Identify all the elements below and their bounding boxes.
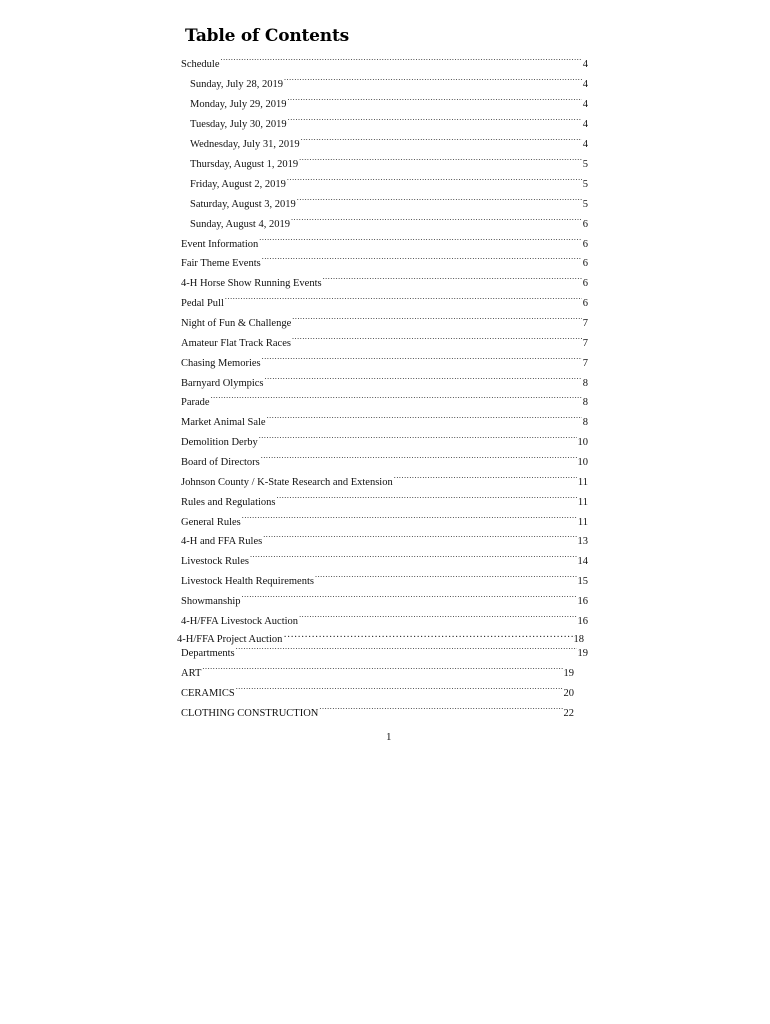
toc-entry-page: 16 xyxy=(577,596,588,607)
toc-entry-label: Night of Fun & Challenge xyxy=(181,318,292,329)
toc-leader-dots xyxy=(283,627,572,642)
toc-entry-extension[interactable] xyxy=(181,470,588,488)
toc-entry-label: 4-H Horse Show Running Events xyxy=(181,278,322,289)
toc-entry-label: Livestock Rules xyxy=(181,556,249,567)
toc-entry-tuesday-july-30[interactable] xyxy=(190,112,588,130)
toc-leader-dots xyxy=(236,641,577,656)
toc-entry-label: 4-H and FFA Rules xyxy=(181,536,263,547)
toc-entry-page: 5 xyxy=(582,199,588,210)
toc-entry-4h-ffa-rules[interactable] xyxy=(181,529,588,547)
toc-leader-dots xyxy=(299,609,576,624)
toc-leader-dots xyxy=(263,529,576,544)
toc-entry-departments[interactable] xyxy=(181,641,588,659)
toc-entry-night-of-fun[interactable] xyxy=(181,311,588,329)
toc-entry-page: 4 xyxy=(582,119,588,130)
toc-entry-page: 14 xyxy=(577,556,588,567)
toc-leader-dots xyxy=(287,92,581,107)
toc-leader-dots xyxy=(319,701,562,716)
toc-entry-label: Wednesday, July 31, 2019 xyxy=(190,139,300,150)
toc-entry-label: Saturday, August 3, 2019 xyxy=(190,199,296,210)
toc-entry-page: 8 xyxy=(582,378,588,389)
toc-entry-label: CERAMICS xyxy=(181,688,235,699)
toc-entry-label: Schedule xyxy=(181,59,220,70)
toc-entry-page: 8 xyxy=(582,417,588,428)
toc-leader-dots xyxy=(323,271,582,286)
toc-leader-dots xyxy=(262,251,582,266)
toc-entry-page: 8 xyxy=(582,397,588,408)
toc-entry-event-information[interactable] xyxy=(181,232,588,250)
toc-leader-dots xyxy=(394,470,577,485)
toc-leader-dots xyxy=(259,430,577,445)
toc-entry-page: 11 xyxy=(577,477,588,488)
toc-entry-page: 6 xyxy=(582,239,588,250)
toc-leader-dots xyxy=(299,152,582,167)
toc-entry-page: 4 xyxy=(582,79,588,90)
toc-leader-dots xyxy=(292,311,582,326)
toc-entry-label: Market Animal Sale xyxy=(181,417,266,428)
toc-entry-page: 5 xyxy=(582,159,588,170)
toc-leader-dots xyxy=(277,490,577,505)
toc-leader-dots xyxy=(284,72,582,87)
toc-entry-label: Parade xyxy=(181,397,210,408)
toc-entry-livestock-health[interactable] xyxy=(181,569,588,587)
toc-entry-page: 19 xyxy=(577,648,588,659)
toc-entry-label: Showmanship xyxy=(181,596,241,607)
toc-leader-dots xyxy=(202,661,562,676)
toc-entry-monday-july-29[interactable] xyxy=(190,92,588,110)
toc-entry-project-auction[interactable] xyxy=(177,627,584,645)
toc-leader-dots xyxy=(301,132,582,147)
toc-leader-dots xyxy=(236,681,563,696)
toc-entry-label: Pedal Pull xyxy=(181,298,224,309)
toc-entry-label: Thursday, August 1, 2019 xyxy=(190,159,299,170)
toc-entry-label: Demolition Derby xyxy=(181,437,258,448)
toc-entry-page: 6 xyxy=(582,219,588,230)
toc-entry-page: 11 xyxy=(577,517,588,528)
toc-entry-fair-theme-events[interactable] xyxy=(181,251,588,269)
toc-entry-label: CLOTHING CONSTRUCTION xyxy=(181,708,319,719)
toc-entry-label: Sunday, August 4, 2019 xyxy=(190,219,290,230)
toc-leader-dots xyxy=(259,232,581,247)
toc-entry-page: 18 xyxy=(573,634,584,645)
toc-entry-page: 7 xyxy=(582,318,588,329)
toc-leader-dots xyxy=(297,192,582,207)
toc-entry-label: Departments xyxy=(181,648,235,659)
toc-entry-label: Barnyard Olympics xyxy=(181,378,264,389)
toc-leader-dots xyxy=(292,331,582,346)
toc-entry-label: 4-H/FFA Livestock Auction xyxy=(181,616,299,627)
page-number: 1 xyxy=(386,731,392,743)
toc-entry-page: 4 xyxy=(582,59,588,70)
toc-entry-showmanship[interactable] xyxy=(181,589,588,607)
toc-title: Table of Contents xyxy=(185,26,349,46)
toc-entry-page: 6 xyxy=(582,298,588,309)
toc-entry-page: 11 xyxy=(577,497,588,508)
toc-entry-label: Board of Directors xyxy=(181,457,260,468)
toc-entry-wednesday-july-31[interactable] xyxy=(190,132,588,150)
toc-leader-dots xyxy=(242,510,577,525)
toc-entry-page: 20 xyxy=(563,688,574,699)
toc-entry-label: Johnson County / K-State Research and Extension xyxy=(181,477,393,488)
toc-entry-flat-track-races[interactable] xyxy=(181,331,588,349)
toc-leader-dots xyxy=(265,371,582,386)
toc-entry-market-animal-sale[interactable] xyxy=(181,410,588,428)
toc-leader-dots xyxy=(287,172,582,187)
toc-entry-sunday-august-4[interactable] xyxy=(190,212,588,230)
toc-entry-label: Event Information xyxy=(181,239,259,250)
toc-entry-board-of-directors[interactable] xyxy=(181,450,588,468)
toc-entry-page: 6 xyxy=(582,278,588,289)
toc-entry-label: Amateur Flat Track Races xyxy=(181,338,291,349)
toc-entry-page: 15 xyxy=(577,576,588,587)
toc-entry-friday-august-2[interactable] xyxy=(190,172,588,190)
toc-leader-dots xyxy=(211,390,582,405)
toc-entry-page: 7 xyxy=(582,358,588,369)
toc-entry-saturday-august-3[interactable] xyxy=(190,192,588,210)
toc-entry-chasing-memories[interactable] xyxy=(181,351,588,369)
toc-leader-dots xyxy=(262,351,582,366)
toc-leader-dots xyxy=(261,450,577,465)
toc-entry-page: 4 xyxy=(582,139,588,150)
toc-entry-rules-and-regulations[interactable] xyxy=(181,490,588,508)
toc-entry-label: Monday, July 29, 2019 xyxy=(190,99,287,110)
toc-entry-label: Tuesday, July 30, 2019 xyxy=(190,119,287,130)
toc-entry-label: Rules and Regulations xyxy=(181,497,276,508)
toc-entry-ceramics[interactable] xyxy=(181,681,574,699)
toc-entry-page: 16 xyxy=(577,616,588,627)
toc-leader-dots xyxy=(267,410,582,425)
toc-leader-dots xyxy=(242,589,577,604)
toc-leader-dots xyxy=(250,549,577,564)
toc-entry-general-rules[interactable] xyxy=(181,510,588,528)
toc-entry-schedule[interactable] xyxy=(181,52,588,70)
toc-entry-livestock-auction[interactable] xyxy=(181,609,588,627)
toc-entry-label: Fair Theme Events xyxy=(181,258,261,269)
toc-entry-label: ART xyxy=(181,668,202,679)
toc-entry-page: 7 xyxy=(582,338,588,349)
toc-entry-page: 10 xyxy=(577,457,588,468)
toc-entry-label: Livestock Health Requirements xyxy=(181,576,314,587)
toc-entry-label: General Rules xyxy=(181,517,241,528)
toc-entry-clothing-construction[interactable] xyxy=(181,701,574,719)
toc-leader-dots xyxy=(225,291,582,306)
toc-entry-page: 10 xyxy=(577,437,588,448)
toc-leader-dots xyxy=(315,569,577,584)
toc-entry-livestock-rules[interactable] xyxy=(181,549,588,567)
toc-entry-thursday-august-1[interactable] xyxy=(190,152,588,170)
toc-entry-pedal-pull[interactable] xyxy=(181,291,588,309)
toc-entry-page: 4 xyxy=(582,99,588,110)
toc-entry-parade[interactable] xyxy=(181,390,588,408)
toc-entry-label: Sunday, July 28, 2019 xyxy=(190,79,283,90)
toc-entry-label: Friday, August 2, 2019 xyxy=(190,179,286,190)
toc-entry-label: Chasing Memories xyxy=(181,358,261,369)
toc-entry-page: 5 xyxy=(582,179,588,190)
toc-entry-page: 6 xyxy=(582,258,588,269)
toc-entry-page: 19 xyxy=(563,668,574,679)
toc-entry-demolition-derby[interactable] xyxy=(181,430,588,448)
toc-leader-dots xyxy=(288,112,582,127)
toc-entry-sunday-july-28[interactable] xyxy=(190,72,588,90)
toc-entry-barnyard-olympics[interactable] xyxy=(181,371,588,389)
toc-leader-dots xyxy=(291,212,582,227)
toc-entry-page: 22 xyxy=(563,708,574,719)
toc-leader-dots xyxy=(221,52,582,67)
toc-entry-art[interactable] xyxy=(181,661,574,679)
toc-entry-label: 4-H/FFA Project Auction xyxy=(177,634,283,645)
toc-entry-horse-show[interactable] xyxy=(181,271,588,289)
toc-entry-page: 13 xyxy=(577,536,588,547)
